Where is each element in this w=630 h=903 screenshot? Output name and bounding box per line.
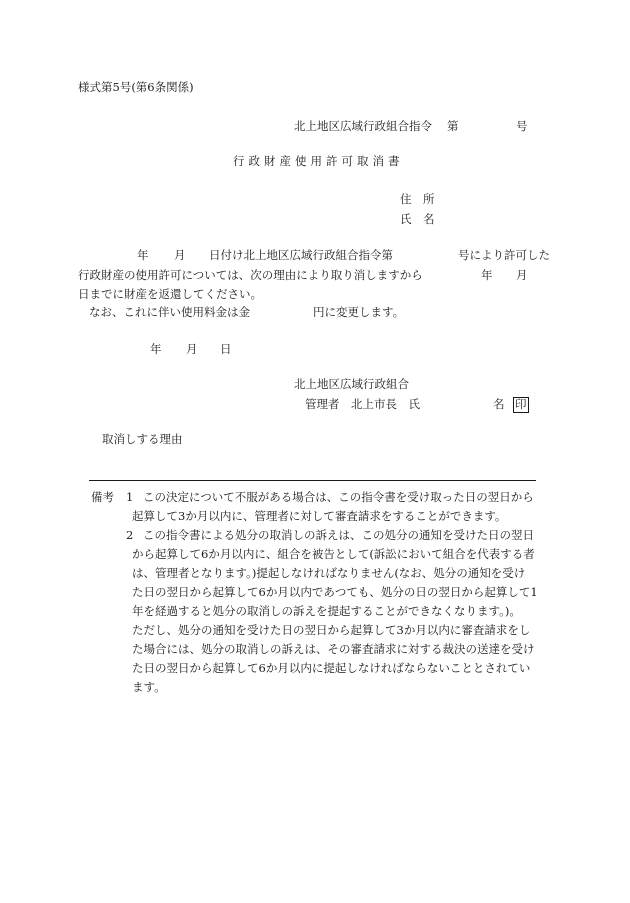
date-hi: 日 <box>220 342 232 356</box>
note-2-line: た日の翌日から起算して6か月以内に提起しなければならないこととされてい <box>132 661 531 675</box>
note-1-number: 1 <box>126 490 134 504</box>
body-line2-text: 行政財産の使用許可については、次の理由により取り消しますから <box>78 268 423 282</box>
note-2-line: 年を経過すると処分の取消しの訴えを提起することができなくなります。)。 <box>132 604 521 618</box>
body-line1-middle: 日付け北上地区広域行政組合指令第 <box>209 248 393 262</box>
seal-box: 印 <box>515 397 527 411</box>
body-line3: 日までに財産を返還してください。 <box>78 287 262 301</box>
body-line1-tsuki: 月 <box>174 248 186 262</box>
issuer-mei: 名 <box>493 397 505 411</box>
note-2-line: ます。 <box>132 680 166 694</box>
notes-label: 備考 <box>91 490 114 504</box>
doc-number-dai: 第 <box>447 119 459 133</box>
name-label: 氏 名 <box>400 212 435 226</box>
note-2-line: た場合には、処分の取消しの訴えは、その審査請求に対する裁決の送達を受け <box>132 642 535 656</box>
note-2-line: は、管理者となります。)提起しなければなりません(なお、処分の通知を受け <box>132 566 526 580</box>
note-2-line: から起算して6か月以内に、組合を被告として(訴訟において組合を代表する者 <box>132 547 535 561</box>
note-2-line: た日の翌日から起算して6か月以内であつても、処分の日の翌日から起算して1 <box>132 585 538 599</box>
note-1-line: 起算して3か月以内に、管理者に対して審査請求をすることができます。 <box>132 509 507 523</box>
body-line4-end: 円に変更します。 <box>313 305 405 319</box>
form-label: 様式第5号(第6条関係) <box>78 80 194 94</box>
address-label: 住 所 <box>400 192 435 206</box>
date-tsuki: 月 <box>186 342 198 356</box>
doc-number-go: 号 <box>516 119 528 133</box>
seal-stamp <box>513 397 529 413</box>
body-line1-end: 号により許可した <box>458 248 550 262</box>
divider-line <box>89 480 536 481</box>
body-line4-start: なお、これに伴い使用料金は金 <box>89 305 250 319</box>
note-2-line: ただし、処分の通知を受けた日の翌日から起算して3か月以内に審査請求をし <box>132 623 531 637</box>
reason-label: 取消しする理由 <box>102 432 183 446</box>
doc-number-prefix: 北上地区広域行政組合指令 <box>294 119 432 133</box>
body-line1-nen: 年 <box>137 248 149 262</box>
note-2-line: この指令書による処分の取消しの訴えは、この処分の通知を受けた日の翌日 <box>143 528 534 542</box>
document-title: 行政財産使用許可取消書 <box>233 154 404 168</box>
note-1-line: この決定について不服がある場合は、この指令書を受け取った日の翌日から <box>143 490 534 504</box>
body-line2-nen: 年 <box>481 268 493 282</box>
issuer-admin: 管理者 北上市長 氏 <box>305 397 420 411</box>
body-line2-tsuki: 月 <box>516 268 528 282</box>
note-2-number: 2 <box>126 528 134 542</box>
issuer-org: 北上地区広域行政組合 <box>294 377 409 391</box>
date-nen: 年 <box>150 342 162 356</box>
